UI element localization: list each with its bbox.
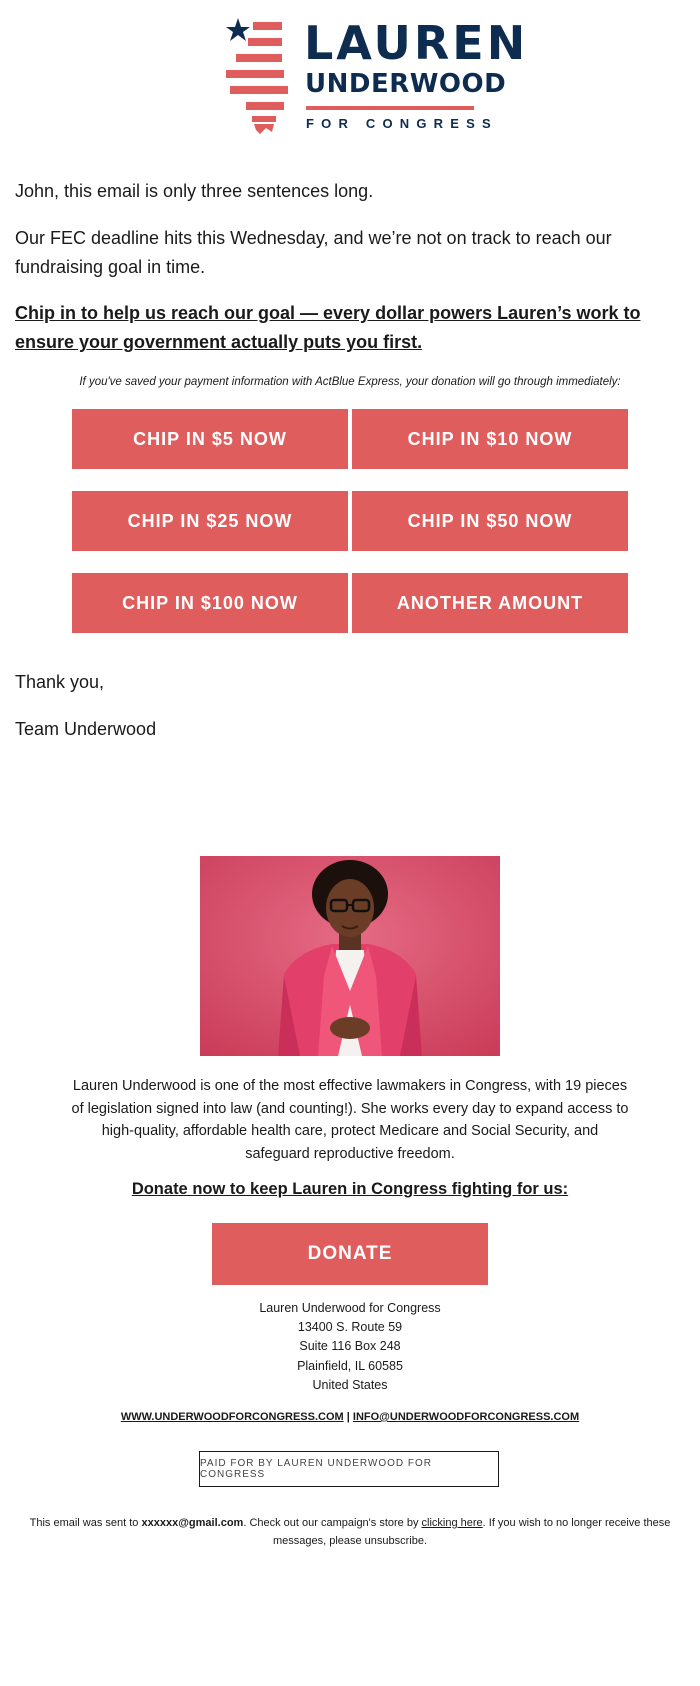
signoff-thanks: Thank you, xyxy=(15,672,105,692)
address-suite: Suite 116 Box 248 xyxy=(299,1339,401,1353)
campaign-logo xyxy=(226,16,529,136)
chip-in-100-button[interactable]: CHIP IN $100 NOW xyxy=(72,573,348,633)
donate-now-link[interactable]: Donate now to keep Lauren in Congress fighting for us: xyxy=(131,1180,569,1198)
address-street: 13400 S. Route 59 xyxy=(297,1320,403,1334)
candidate-portrait xyxy=(200,856,500,1056)
footer-notice xyxy=(24,1514,676,1550)
footer-text-1: This email was sent to xyxy=(29,1517,142,1529)
recipient-email: xxxxxx@gmail.com xyxy=(141,1517,244,1529)
footer-text-3: . If you wish to no longer receive these messages, please unsubscribe. xyxy=(272,1517,671,1547)
chip-in-50-button[interactable]: CHIP IN $50 NOW xyxy=(352,491,628,551)
email-link[interactable]: INFO@UNDERWOODFORCONGRESS.COM xyxy=(352,1411,580,1423)
link-separator: | xyxy=(346,1411,350,1423)
intro-sentence: John, this email is only three sentences long. xyxy=(15,181,374,201)
chip-in-5-button[interactable]: CHIP IN $5 NOW xyxy=(72,409,348,469)
signoff-team: Team Underwood xyxy=(15,719,157,739)
paid-for-disclaimer: PAID FOR BY LAUREN UNDERWOOD FOR CONGRESS xyxy=(199,1451,499,1487)
another-amount-button[interactable]: ANOTHER AMOUNT xyxy=(352,573,628,633)
store-link[interactable]: clicking here xyxy=(421,1517,483,1529)
chip-in-link[interactable]: Chip in to help us reach our goal — every dollar powers Lauren’s work to ensure your government actually puts you first. xyxy=(15,303,641,352)
chip-in-25-button[interactable]: CHIP IN $25 NOW xyxy=(72,491,348,551)
flag-map-icon xyxy=(226,18,292,136)
logo-tagline: FOR CONGRESS xyxy=(306,116,498,131)
chip-in-10-button[interactable]: CHIP IN $10 NOW xyxy=(352,409,628,469)
address-city: Plainfield, IL 60585 xyxy=(297,1359,403,1373)
logo-name-last: UNDERWOOD xyxy=(305,69,507,99)
donate-button[interactable]: DONATE xyxy=(212,1223,488,1285)
logo-name-first: LAUREN xyxy=(304,16,529,70)
address-name: Lauren Underwood for Congress xyxy=(259,1301,441,1315)
actblue-note: If you've saved your payment information with ActBlue Express, your donation will go through immediately: xyxy=(79,376,621,388)
footer-links xyxy=(0,1411,700,1423)
footer-text-2: . Check out our campaign's store by xyxy=(243,1517,422,1529)
deadline-sentence: Our FEC deadline hits this Wednesday, and we’re not on track to reach our fundraising goal in time. xyxy=(15,228,612,277)
candidate-bio: Lauren Underwood is one of the most effective lawmakers in Congress, with 19 pieces of legislation signed into law (and counting!). She works every day to expand access to high-quality, affordable health care, protect Medicare and Social Security, and safeguard reproductive freedom. xyxy=(71,1078,629,1162)
website-link[interactable]: WWW.UNDERWOODFORCONGRESS.COM xyxy=(120,1411,344,1423)
address-country: United States xyxy=(312,1378,388,1392)
logo-divider xyxy=(306,106,474,110)
